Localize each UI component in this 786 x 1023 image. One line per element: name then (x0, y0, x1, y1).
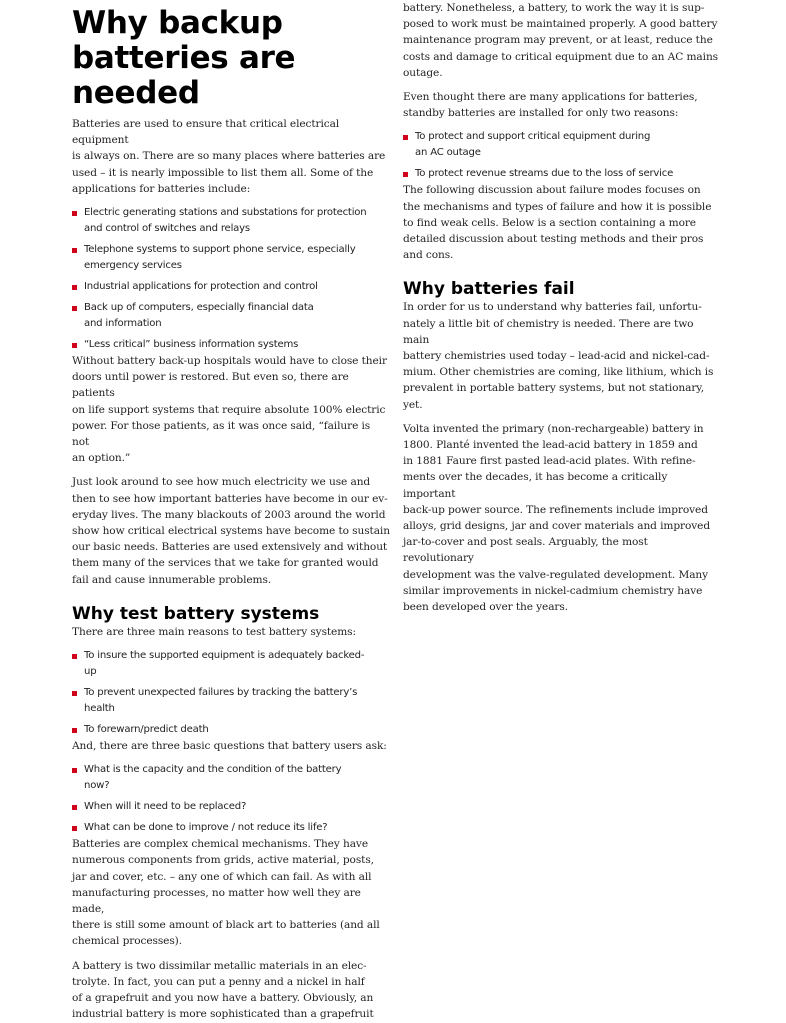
list-item: To forewarn/predict death (72, 722, 390, 738)
bullet-icon (72, 654, 77, 659)
section-heading-test: Why test battery systems (72, 603, 320, 624)
list-item: What is the capacity and the condition of the battery now? (72, 762, 390, 794)
continuation-paragraph: battery. Nonetheless, a battery, to work the way it is sup- posed to work must be maintained properly. A good battery maintenance program may prevent, or at least, reduce the costs and damage to critical equipment due to an AC mains outage. (403, 2, 718, 79)
bullet-icon (72, 343, 77, 348)
questions-list (72, 762, 390, 836)
intro-paragraph: Batteries are used to ensure that critical electrical equipment is always on. There are so many places where batteries are used – it is nearly impossible to list them all. Some of the applications for batteries include: (72, 118, 386, 195)
test-intro: There are three main reasons to test battery systems: (72, 625, 356, 638)
list-item: Telephone systems to support phone service, especially emergency services (72, 242, 390, 274)
hospitals-paragraph: Without battery back-up hospitals would have to close their doors until power is restored. But even so, there are patients on life support systems that require absolute 100% electric power. For those patients, as it was once said, “failure is not an option.” (72, 355, 387, 465)
dissimilar-paragraph: A battery is two dissimilar metallic materials in an elec- trolyte. In fact, you can put a penny and a nickel in half of a grapefruit and you now have a battery. Obviously, an industrial battery is more sophisticated than a grapefruit (72, 959, 374, 1021)
title-line: Why backup (72, 5, 283, 41)
bullet-icon (72, 805, 77, 810)
title-line: needed (72, 75, 200, 111)
list-item: What can be done to improve / not reduce its life? (72, 820, 390, 836)
left-column (72, 0, 390, 1023)
list-item: To prevent unexpected failures by tracking the battery’s health (72, 685, 390, 717)
bullet-icon (72, 285, 77, 290)
list-item: To protect and support critical equipment during an AC outage (403, 129, 719, 161)
bullet-icon (72, 826, 77, 831)
look-around-paragraph: Just look around to see how much electricity we use and then to see how important batteries have become in our ev- eryday lives. The many blackouts of 2003 around the world show how critical electrical systems have become to sustain our basic needs. Batteries are used extensively and without them many of the services that we take for granted would fail and cause innumerable problems. (72, 476, 390, 586)
list-item: Electric generating stations and substations for protection and control of switches and relays (72, 205, 390, 237)
section-heading-fail: Why batteries fail (403, 279, 575, 300)
list-item: “Less critical” business information systems (72, 337, 390, 353)
applications-list (72, 205, 390, 353)
standby-reasons-list (403, 129, 719, 182)
chemistry-paragraph: In order for us to understand why batteries fail, unfortu- nately a little bit of chemistry is needed. There are two main battery chemistries used today – lead-acid and nickel-cad- mium. Other chemistries are coming, like lithium, which is prevalent in portable battery systems, but not stationary, yet. (403, 301, 714, 411)
history-paragraph: Volta invented the primary (non-rechargeable) battery in 1800. Planté invented the lead-acid battery in 1859 and in 1881 Faure first pasted lead-acid plates. With refine- ments over the decades, it has become a critically important back-up power source. The refinements include improved alloys, grid designs, jar and cover materials and improved jar-to-cover and post seals. Arguably, the most revolutionary development was the valve-regulated development. Many similar improvements in nickel-cadmium chemistry have been developed over the years. (403, 422, 711, 614)
title-line: batteries are (72, 40, 296, 76)
right-column (403, 0, 719, 615)
bullet-icon (72, 248, 77, 253)
bullet-icon (72, 768, 77, 773)
standby-intro: Even thought there are many applications for batteries, standby batteries are installed for only two reasons: (403, 91, 698, 120)
list-item: Back up of computers, especially financial data and information (72, 300, 390, 332)
bullet-icon (72, 691, 77, 696)
bullet-icon (72, 728, 77, 733)
bullet-icon (72, 306, 77, 311)
list-item: When will it need to be replaced? (72, 799, 390, 815)
bullet-icon (72, 211, 77, 216)
failure-modes-paragraph: The following discussion about failure modes focuses on the mechanisms and types of failure and how it is possible to find weak cells. Below is a section containing a more detailed discussion about testing methods and their pros and cons. (403, 184, 712, 262)
complex-paragraph: Batteries are complex chemical mechanisms. They have numerous components from grids, active material, posts, jar and cover, etc. – any one of which can fail. As with all manufacturing processes, no matter how well they are made, there is still some amount of black art to batteries (and all chemical processes). (72, 838, 380, 948)
list-item: Industrial applications for protection and control (72, 279, 390, 295)
bullet-icon (403, 172, 408, 177)
test-reasons-list (72, 648, 390, 738)
bullet-icon (403, 135, 408, 140)
list-item: To protect revenue streams due to the loss of service (403, 166, 719, 182)
page-title (72, 0, 390, 111)
list-item: To insure the supported equipment is adequately backed- up (72, 648, 390, 680)
questions-intro: And, there are three basic questions that battery users ask: (72, 740, 387, 753)
